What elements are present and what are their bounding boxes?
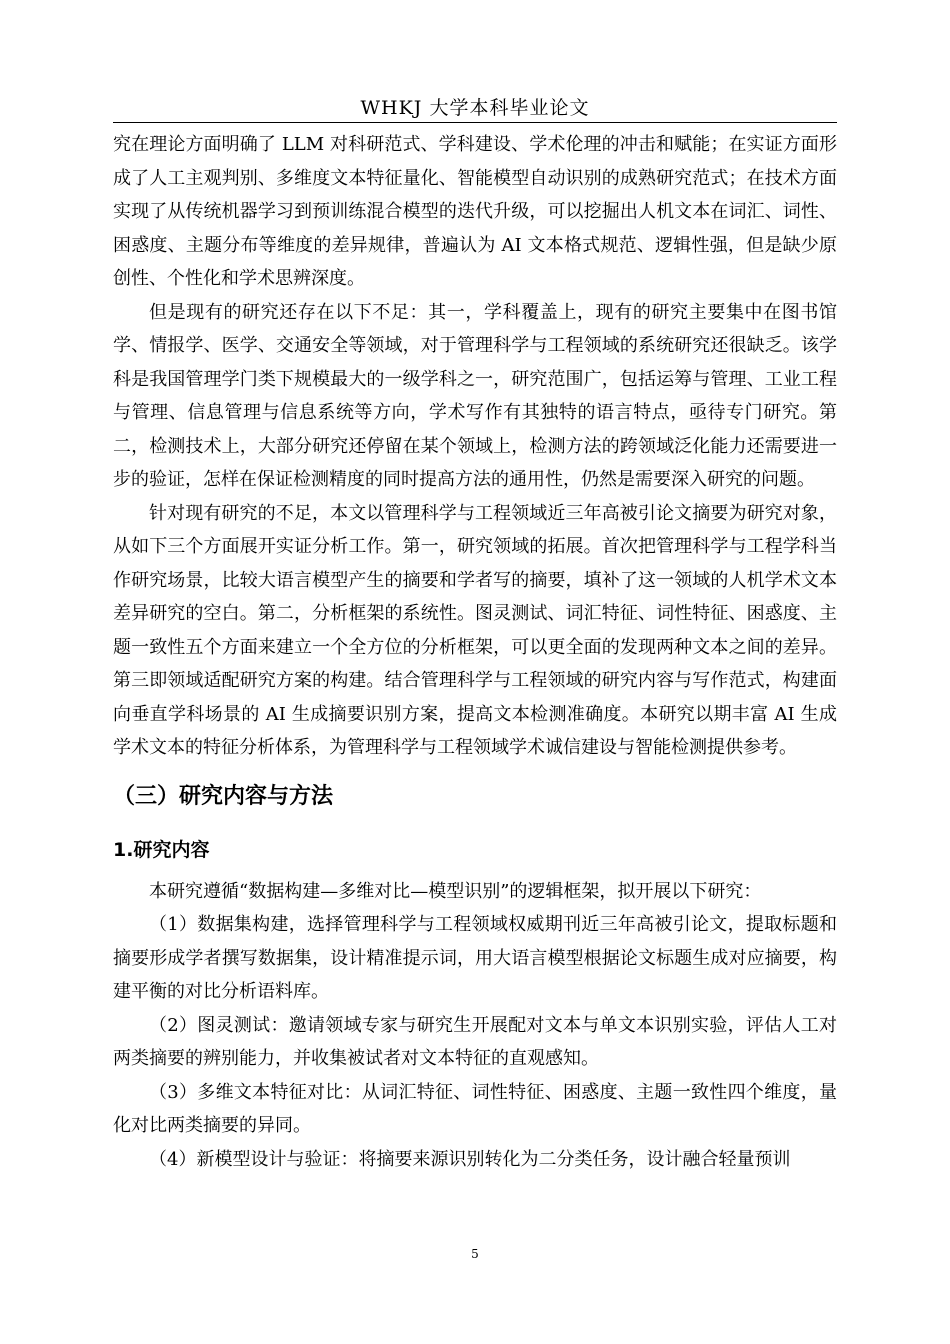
subsection-heading: 1.研究内容 [113, 838, 210, 861]
body-text [113, 128, 837, 1176]
list-item-dataset: （1）数据集构建，选择管理科学与工程领域权威期刊近三年高被引论文，提取标题和摘要形成学者撰写数据集，设计精准提示词，用大语言模型根据论文标题生成对应摘要，构建平衡的对比分析语料库。 [113, 914, 837, 1002]
paragraph-continued: 究在理论方面明确了 LLM 对科研范式、学科建设、学术伦理的冲击和赋能；在实证方面形成了人工主观判别、多维度文本特征量化、智能模型自动识别的成熟研究范式；在技术方面实现了从传统机器学习到预训练混合模型的迭代升级，可以挖掘出人机文本在词汇、词性、困惑度、主题分布等维度的差异规律，普遍认为 AI 文本格式规范、逻辑性强，但是缺少原创性、个性化和学术思辨深度。 [113, 134, 837, 289]
running-header: WHKJ 大学本科毕业论文 [360, 97, 590, 119]
list-item-feature-comparison: （3）多维文本特征对比：从词汇特征、词性特征、困惑度、主题一致性四个维度，量化对比两类摘要的异同。 [113, 1081, 837, 1136]
paragraph-limitations: 但是现有的研究还存在以下不足：其一，学科覆盖上，现有的研究主要集中在图书馆学、情报学、医学、交通安全等领域，对于管理科学与工程领域的系统研究还很缺乏。该学科是我国管理学门类下规模最大的一级学科之一，研究范围广，包括运筹与管理、工业工程与管理、信息管理与信息系统等方向，学术写作有其独特的语言特点，亟待专门研究。第二，检测技术上，大部分研究还停留在某个领域上，检测方法的跨领域泛化能力还需要进一步的验证，怎样在保证检测精度的同时提高方法的通用性，仍然是需要深入研究的问题。 [113, 301, 837, 490]
paragraph-contributions: 针对现有研究的不足，本文以管理科学与工程领域近三年高被引论文摘要为研究对象，从如下三个方面展开实证分析工作。第一，研究领域的拓展。首次把管理科学与工程学科当作研究场景，比较大语言模型产生的摘要和学者写的摘要，填补了这一领域的人机学术文本差异研究的空白。第二，分析框架的系统性。图灵测试、词汇特征、词性特征、困惑度、主题一致性五个方面来建立一个全方位的分析框架，可以更全面的发现两种文本之间的差异。第三即领域适配研究方案的构建。结合管理科学与工程领域的研究内容与写作范式，构建面向垂直学科场景的 AI 生成摘要识别方案，提高文本检测准确度。本研究以期丰富 AI 生成学术文本的特征分析体系，为管理科学与工程领域学术诚信建设与智能检测提供参考。 [113, 502, 837, 758]
paragraph-framework: 本研究遵循“数据构建—多维对比—模型识别”的逻辑框架，拟开展以下研究： [149, 880, 762, 902]
list-item-model-design: （4）新模型设计与验证：将摘要来源识别转化为二分类任务，设计融合轻量预训 [149, 1148, 791, 1170]
page-number: 5 [471, 1247, 479, 1261]
section-heading: （三）研究内容与方法 [113, 783, 334, 809]
list-item-turing-test: （2）图灵测试：邀请领域专家与研究生开展配对文本与单文本识别实验，评估人工对两类摘要的辨别能力，并收集被试者对文本特征的直观感知。 [113, 1014, 837, 1069]
header-divider [113, 122, 837, 123]
